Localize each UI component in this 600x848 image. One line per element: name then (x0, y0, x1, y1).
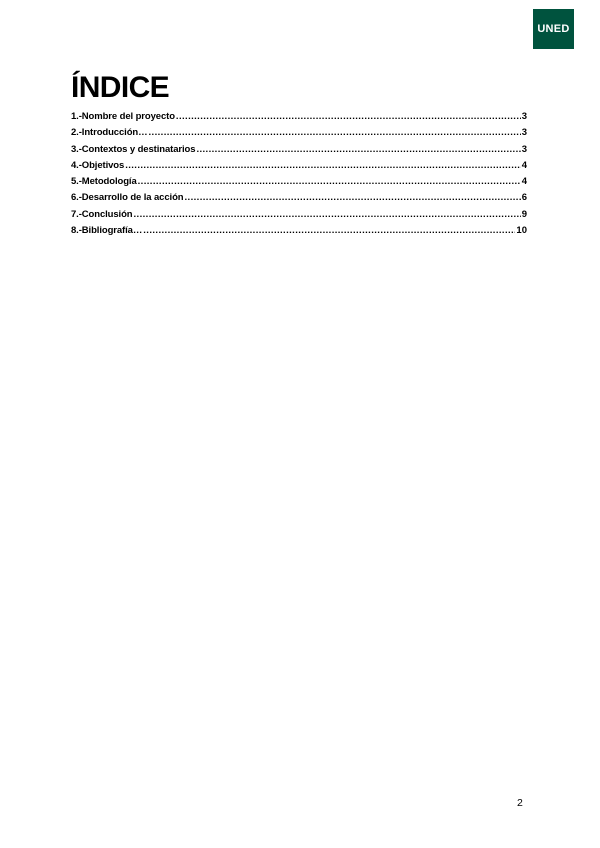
page-title: ÍNDICE (71, 71, 170, 104)
uned-logo (533, 9, 574, 49)
table-of-contents (71, 109, 527, 239)
toc-entry-label: 7.-Conclusión (71, 208, 133, 220)
toc-entry-page: 10 (516, 225, 527, 237)
toc-entry[interactable] (71, 158, 527, 174)
dot-leader (185, 190, 521, 206)
dot-leader (149, 125, 521, 141)
toc-entry-page: 9 (521, 208, 527, 220)
dot-leader (143, 223, 515, 239)
toc-entry[interactable] (71, 207, 527, 223)
toc-entry[interactable] (71, 142, 527, 158)
dot-leader (176, 109, 521, 125)
dot-leader (138, 174, 521, 190)
dot-leader (125, 158, 521, 174)
toc-entry-label: 1.-Nombre del proyecto (71, 111, 175, 122)
toc-entry-label: 4.-Objetivos (71, 159, 125, 171)
toc-entry-page: 4 (521, 176, 527, 188)
toc-entry-label: 2.-Introducción… (71, 127, 148, 139)
toc-entry-page: 6 (521, 192, 527, 204)
toc-entry-label: 3.-Contextos y destinatarios (71, 143, 196, 155)
toc-entry[interactable] (71, 190, 527, 206)
toc-entry-page: 3 (521, 143, 527, 155)
toc-entry[interactable] (71, 174, 527, 190)
page-number: 2 (517, 797, 523, 809)
logo-text: UNED (537, 22, 570, 35)
toc-entry[interactable] (71, 109, 527, 125)
toc-entry-page: 4 (521, 159, 527, 171)
toc-entry[interactable] (71, 125, 527, 141)
toc-entry[interactable] (71, 223, 527, 239)
toc-entry-label: 5.-Metodología (71, 176, 137, 188)
toc-entry-page: 3 (521, 127, 527, 139)
dot-leader (196, 142, 520, 158)
toc-entry-page: 3 (521, 111, 527, 122)
toc-entry-label: 6.-Desarrollo de la acción (71, 192, 184, 204)
dot-leader (134, 207, 521, 223)
toc-entry-label: 8.-Bibliografía… (71, 225, 143, 237)
